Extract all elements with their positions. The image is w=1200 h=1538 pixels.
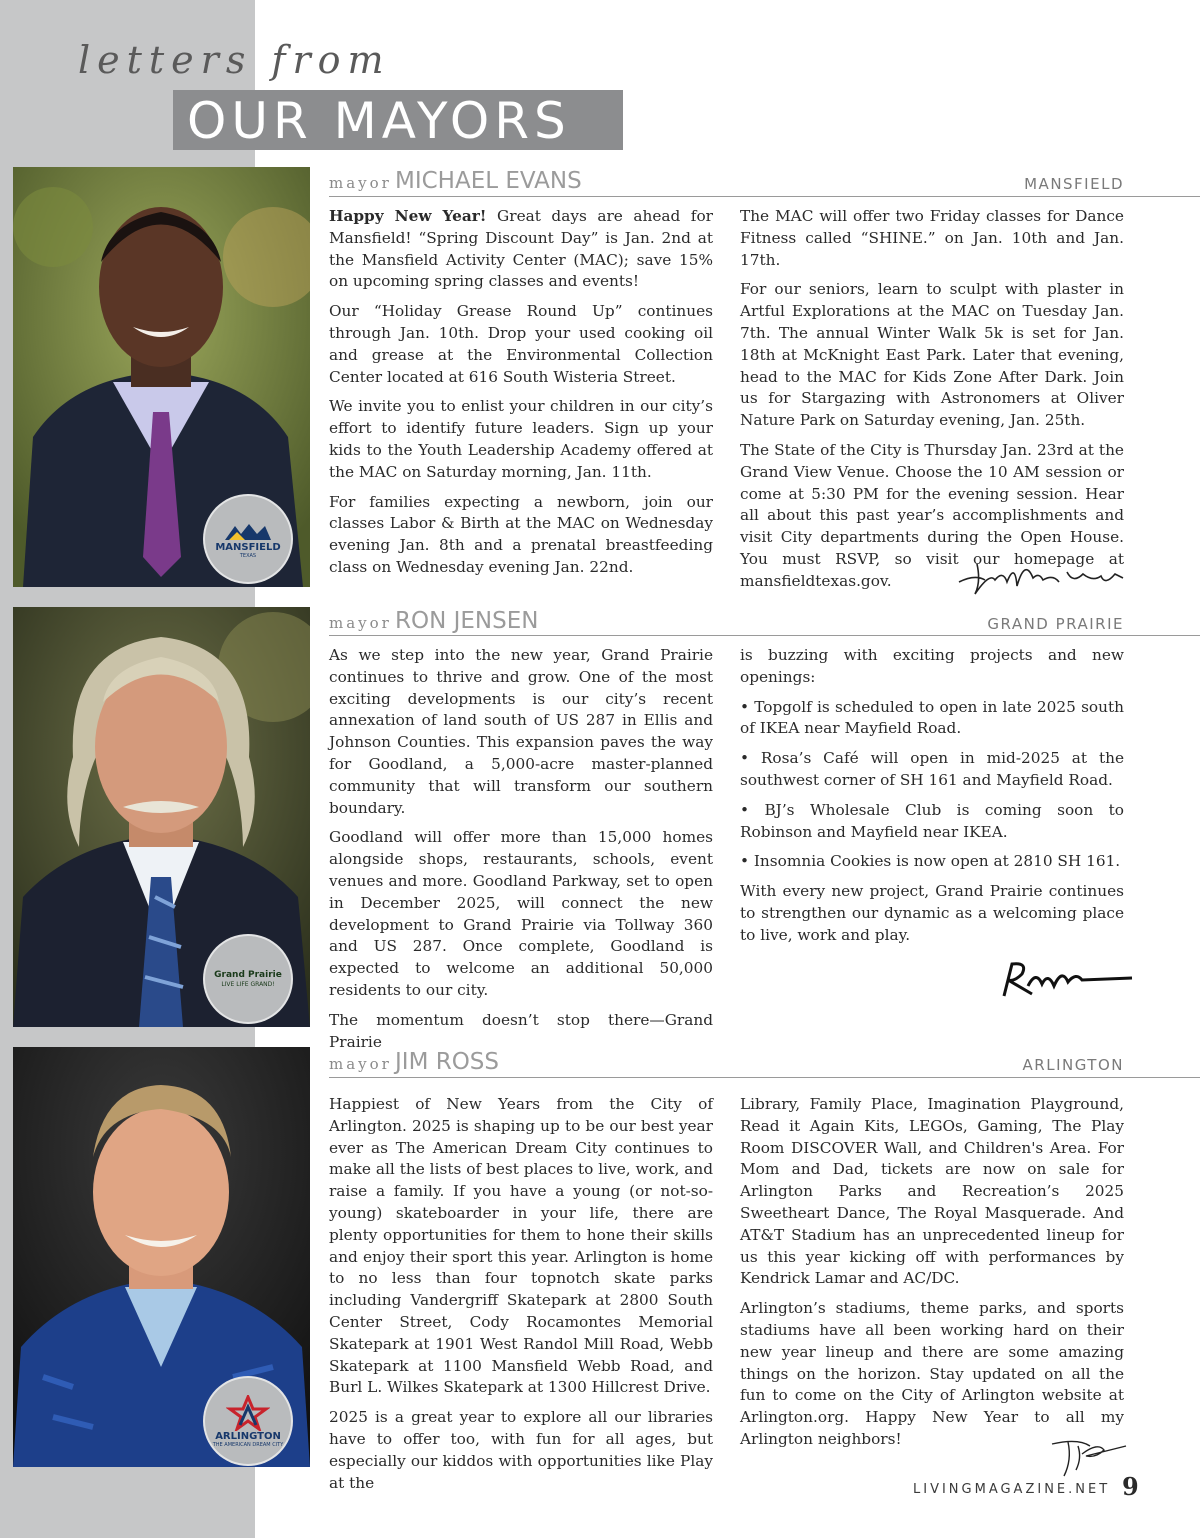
paragraph: Our “Holiday Grease Round Up” continues through Jan. 10th. Drop your used cooking oil and grease at the Environmental Collection Center located at 616 South Wisteria Street.	[329, 302, 713, 386]
footer-website: LIVINGMAGAZINE.NET	[913, 1482, 1111, 1497]
city-name: ARLINGTON	[1022, 1056, 1124, 1074]
bullet-item: • Topgolf is scheduled to open in late 2025 south of IKEA near Mayfield Road.	[740, 697, 1124, 738]
bullet-item: • BJ’s Wholesale Club is coming soon to Robinson and Mayfield near IKEA.	[740, 800, 1124, 841]
paragraph: The State of the City is Thursday Jan. 23rd at the Grand View Venue. Choose the 10 AM session or come at 5:30 PM for the evening session. Hear all about this past year’s accomplishments and visit City departments during the Open House. You must RSVP, so visit our homepage at mansfieldtexas.gov.	[740, 440, 1124, 590]
seal-subtext: TEXAS	[239, 552, 257, 559]
letter-column-right	[740, 206, 1124, 601]
page-title: OUR MAYORS	[187, 92, 571, 150]
arlington-seal-logo	[203, 1376, 293, 1466]
seal-subtext: LIVE LIFE GRAND!	[221, 981, 275, 988]
paragraph: As we step into the new year, Grand Prairie continues to thrive and grow. One of the most exciting developments is our city’s recent annexation of land south of US 287 in Ellis and Johnson Counties. This expansion paves the way for Goodland, a 5,000-acre master-planned community that will transform our southern boundary.	[329, 646, 713, 817]
mansfield-seal-logo	[203, 494, 293, 584]
paragraph: The momentum doesn’t stop there—Grand Prairie	[329, 1010, 713, 1051]
letter-column-left	[329, 1094, 713, 1502]
mayor-name: JIM ROSS	[395, 1049, 500, 1075]
mayor-label: mayor	[329, 1055, 392, 1073]
mayor-heading	[329, 604, 1124, 636]
lead-in: Happy New Year!	[329, 207, 487, 225]
mayor-label: mayor	[329, 174, 392, 192]
paragraph: With every new project, Grand Prairie continues to strengthen our dynamic as a welcoming place to live, work and play.	[740, 882, 1124, 944]
section-divider	[329, 196, 1200, 197]
mayor-name: RON JENSEN	[395, 608, 539, 634]
letter-column-right	[740, 1094, 1124, 1459]
paragraph-text: Great days are ahead for Mansfield! “Spring Discount Day” is Jan. 2nd at the Mansfield Activity Center (MAC); save 15% on upcoming spring classes and events!	[329, 207, 713, 291]
star-icon	[226, 1395, 270, 1431]
grand-prairie-seal-logo	[203, 934, 293, 1024]
letter-column-left	[329, 206, 713, 587]
page-number: 9	[1122, 1472, 1139, 1501]
mayor-ross-signature	[1048, 1436, 1130, 1478]
section-divider	[329, 1077, 1200, 1078]
header-kicker: letters from	[78, 38, 391, 82]
bullet-item: • Rosa’s Café will open in mid-2025 at the southwest corner of SH 161 and Mayfield Road.	[740, 749, 1124, 789]
paragraph: Arlington’s stadiums, theme parks, and sports stadiums have all been working hard on their new year lineup and there are some amazing things on the horizon. Stay updated on all the fun to come on the City of Arlington website at Arlington.org. Happy New Year to all my Arlington neighbors!	[740, 1299, 1124, 1448]
city-name: GRAND PRAIRIE	[987, 615, 1124, 633]
mayor-heading	[329, 164, 1124, 196]
paragraph: Library, Family Place, Imagination Playground, Read it Again Kits, LEGOs, Gaming, The Play Room DISCOVER Wall, and Children's Area. For Mom and Dad, tickets are now on sale for Arlington Parks and Recreation’s 2025 Sweetheart Dance, The Royal Masquerade. And AT&T Stadium has an unprecedented lineup for us this year kicking off with performances by Kendrick Lamar and AC/DC.	[740, 1095, 1124, 1288]
seal-subtext: THE AMERICAN DREAM CITY	[212, 1441, 284, 1448]
letter-column-left	[329, 645, 713, 1061]
mayor-jensen-signature	[998, 956, 1138, 1004]
mansfield-logo-icon	[223, 520, 273, 542]
section-divider	[329, 635, 1200, 636]
paragraph: 2025 is a great year to explore all our libraries have to offer too, with fun for all ages, but especially our kiddos with opportunities like Play at the	[329, 1408, 713, 1492]
bullet-item: • Insomnia Cookies is now open at 2810 SH 161.	[740, 852, 1121, 871]
paragraph: Goodland will offer more than 15,000 homes alongside shops, restaurants, schools, event venues and more. Goodland Parkway, set to open in December 2025, will connect the new development to Grand Prairie via Tollway 360 and US 287. Once complete, Goodland is expected to welcome an additional 50,000 residents to our city.	[329, 828, 713, 999]
city-name: MANSFIELD	[1024, 175, 1124, 193]
title-banner	[173, 90, 623, 150]
seal-text: MANSFIELD	[215, 541, 281, 553]
seal-text: ARLINGTON	[215, 1430, 281, 1442]
mayor-heading	[329, 1045, 1124, 1077]
paragraph: Happiest of New Years from the City of Arlington. 2025 is shaping up to be our best year ever as The American Dream City continues to make all the lists of best places to live, work, and raise a family. If you have a young (or not-so-young) skateboarder in your life, there are plenty opportunities for them to hone their skills and enjoy their sport this year. Arlington is home to no less than four topnotch skate parks including Vandergriff Skatepark at 2800 South Center Street, Cody Rocamontes Memorial Skatepark at 1901 West Randol Mill Road, Webb Skatepark at 1100 Mansfield Webb Road, and Burl L. Wilkes Skatepark at 1300 Hillcrest Drive.	[329, 1095, 713, 1397]
seal-text: Grand Prairie	[214, 970, 282, 980]
mayor-evans-signature	[955, 552, 1130, 598]
paragraph: The MAC will offer two Friday classes for Dance Fitness called “SHINE.” on Jan. 10th and Jan. 17th.	[740, 207, 1124, 269]
paragraph	[329, 206, 713, 293]
paragraph: For our seniors, learn to sculpt with plaster in Artful Explorations at the MAC on Tuesday Jan. 7th. The annual Winter Walk 5k is set for Jan. 18th at McKnight East Park. Later that evening, head to the MAC for Kids Zone After Dark. Join us for Stargazing with Astronomers at Oliver Nature Park on Saturday evening, Jan. 25th.	[740, 280, 1124, 430]
paragraph: We invite you to enlist your children in our city’s effort to identify future leaders. Sign up your kids to the Youth Leadership Academy offered at the MAC on Saturday morning, Jan. 11th.	[329, 397, 713, 481]
letter-column-right	[740, 645, 1124, 955]
paragraph: For families expecting a newborn, join our classes Labor & Birth at the MAC on Wednesday evening Jan. 8th and a prenatal breastfeeding class on Wednesday evening Jan. 22nd.	[329, 492, 713, 576]
mayor-name: MICHAEL EVANS	[395, 168, 582, 194]
paragraph: is buzzing with exciting projects and new openings:	[740, 646, 1124, 686]
mayor-label: mayor	[329, 614, 392, 632]
